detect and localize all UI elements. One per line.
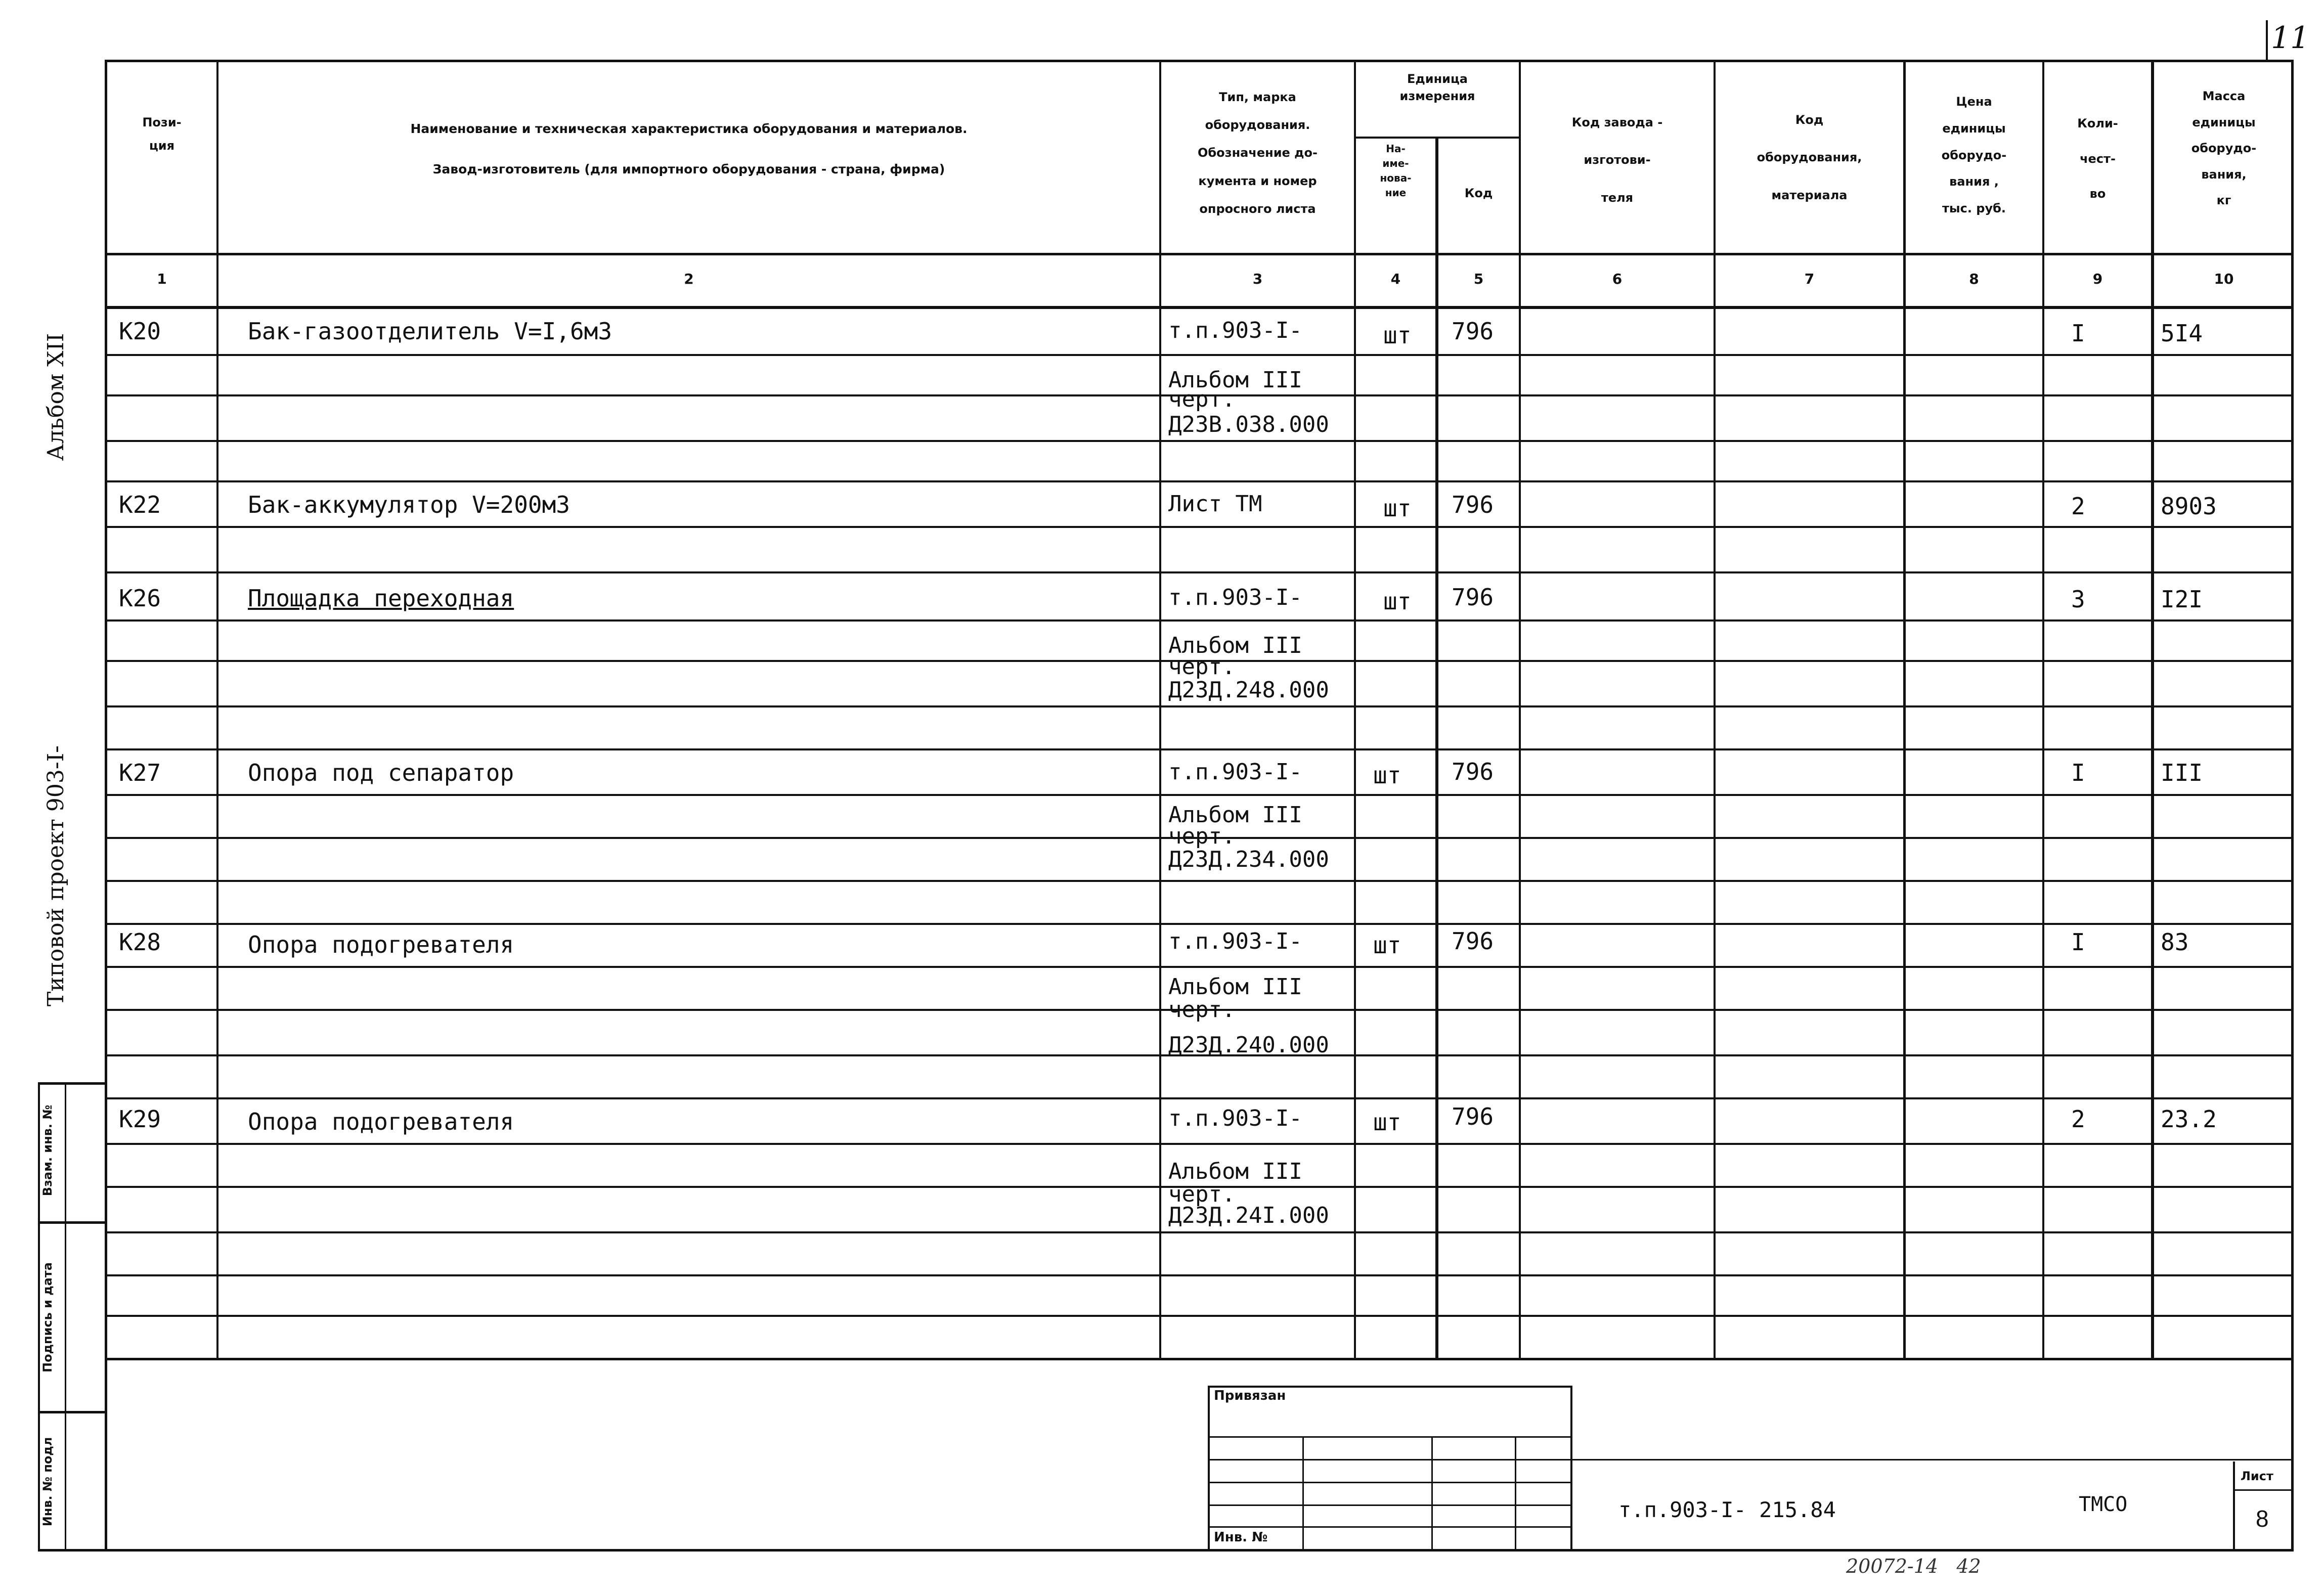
row-code: 796 bbox=[1452, 318, 1494, 345]
row-doc: т.п.903-I- bbox=[1168, 928, 1302, 954]
row-position: К29 bbox=[119, 1105, 161, 1133]
stamp-box bbox=[1208, 1386, 1572, 1388]
header-price: Цена единицы оборудо- вания , тыс. руб. bbox=[1941, 95, 2007, 216]
stamp-right-line bbox=[1570, 1459, 2294, 1460]
row-mass: III bbox=[2161, 759, 2203, 786]
row-doc: т.п.903-I- bbox=[1168, 1105, 1302, 1131]
sidebox-line bbox=[38, 1082, 40, 1552]
stamp-row bbox=[1208, 1504, 1572, 1506]
row-position: К28 bbox=[119, 928, 161, 956]
frame-bottom bbox=[38, 1549, 2294, 1552]
colnum: 8 bbox=[1969, 271, 1979, 287]
row-unit: шт bbox=[1383, 322, 1412, 349]
row-unit: шт bbox=[1373, 1109, 1401, 1136]
row-doc: Альбом III bbox=[1168, 1159, 1302, 1184]
colnum: 3 bbox=[1252, 271, 1263, 287]
stamp-designation: т.п.903-I- 215.84 bbox=[1618, 1497, 1836, 1522]
col-line bbox=[1435, 137, 1438, 1359]
row-line bbox=[105, 966, 2294, 968]
row-unit: шт bbox=[1373, 932, 1401, 959]
bottom-note: 20072-14 42 bbox=[1846, 1555, 1981, 1577]
side-box-label: Подпись и дата bbox=[40, 1262, 55, 1372]
row-qty: 2 bbox=[2071, 493, 2085, 520]
header-unit: Единица измерения bbox=[1399, 72, 1475, 103]
stamp-col bbox=[1515, 1436, 1516, 1552]
stamp-org: ТМСО bbox=[2079, 1493, 2128, 1516]
row-code: 796 bbox=[1452, 584, 1494, 611]
row-line bbox=[105, 1315, 2294, 1317]
row-name: Опора подогревателя bbox=[248, 931, 514, 958]
header-mass: Масса единицы оборудо- вания, кг bbox=[2191, 89, 2257, 208]
row-line bbox=[105, 526, 2294, 528]
row-name: Бак-газоотделитель V=I,6м3 bbox=[248, 318, 612, 345]
stamp-row bbox=[1208, 1436, 1572, 1438]
row-name: Площадка переходная bbox=[248, 585, 514, 612]
row-code: 796 bbox=[1452, 1103, 1494, 1130]
row-unit: шт bbox=[1373, 762, 1401, 789]
colnum-bottom bbox=[105, 306, 2294, 309]
row-doc: черт. bbox=[1168, 654, 1236, 680]
row-qty: 2 bbox=[2071, 1105, 2085, 1133]
stamp-bound-label: Привязан bbox=[1214, 1388, 1286, 1403]
header-equipment-code: Код оборудования, материала bbox=[1757, 113, 1862, 202]
row-doc: черт. bbox=[1168, 1181, 1236, 1207]
colnum: 5 bbox=[1473, 271, 1484, 287]
row-name: Бак-аккумулятор V=200м3 bbox=[248, 491, 570, 518]
header-subline bbox=[1354, 137, 1521, 139]
header-factory-code: Код завода - изготови- теля bbox=[1571, 115, 1663, 205]
frame-top bbox=[105, 60, 2294, 62]
sheet-box bbox=[2233, 1489, 2294, 1491]
header-unit-code: Код bbox=[1464, 186, 1493, 200]
row-mass: 83 bbox=[2161, 928, 2189, 956]
row-line bbox=[105, 705, 2294, 707]
row-line bbox=[105, 794, 2294, 796]
side-album-label: Альбом XII bbox=[43, 333, 69, 461]
row-mass: 8903 bbox=[2161, 493, 2217, 520]
row-doc: Д23Д.234.000 bbox=[1168, 847, 1329, 872]
table-bottom bbox=[105, 1358, 2294, 1360]
row-doc: т.п.903-I- bbox=[1168, 759, 1302, 785]
header-quantity: Коли- чест- во bbox=[2077, 116, 2118, 201]
row-doc: Д23Д.240.000 bbox=[1168, 1032, 1329, 1058]
stamp-col bbox=[1431, 1436, 1433, 1552]
stamp-inv-label: Инв. № bbox=[1214, 1530, 1268, 1545]
row-doc: Лист ТМ bbox=[1168, 491, 1262, 517]
row-doc: черт. bbox=[1168, 386, 1236, 412]
row-name: Опора под сепаратор bbox=[248, 759, 514, 786]
row-mass: 5I4 bbox=[2161, 320, 2203, 347]
page-corner-number: 11 bbox=[2271, 20, 2310, 56]
row-line bbox=[105, 619, 2294, 622]
row-doc: Альбом III bbox=[1168, 802, 1302, 828]
row-line bbox=[105, 923, 2294, 925]
row-line bbox=[105, 1143, 2294, 1145]
sidebox-line bbox=[38, 1411, 107, 1413]
header-type: Тип, марка оборудования. Обозначение до- кумента и номер опросного листа bbox=[1198, 90, 1318, 216]
row-line bbox=[105, 354, 2294, 356]
row-doc: Д23В.038.000 bbox=[1168, 412, 1329, 437]
sheet-box bbox=[2233, 1461, 2235, 1552]
stamp-row bbox=[1208, 1482, 1572, 1483]
row-name: Опора подогревателя bbox=[248, 1108, 514, 1135]
side-project-label: Типовой проект 903-I- bbox=[43, 745, 69, 1006]
row-line bbox=[105, 1231, 2294, 1233]
row-position: К27 bbox=[119, 759, 161, 786]
row-mass: 23.2 bbox=[2161, 1105, 2217, 1133]
colnum: 2 bbox=[684, 271, 694, 287]
row-doc: Альбом III bbox=[1168, 633, 1302, 658]
stamp-row bbox=[1208, 1526, 1572, 1528]
row-line bbox=[105, 440, 2294, 442]
row-code: 796 bbox=[1452, 758, 1494, 785]
colnum: 1 bbox=[157, 271, 167, 287]
row-doc: Д23Д.24I.000 bbox=[1168, 1203, 1329, 1228]
row-doc: Д23Д.248.000 bbox=[1168, 677, 1329, 703]
corner-mark bbox=[2266, 20, 2268, 61]
colnum: 4 bbox=[1390, 271, 1401, 287]
stamp-row bbox=[1208, 1459, 1572, 1460]
row-line bbox=[105, 1274, 2294, 1276]
row-code: 796 bbox=[1452, 927, 1494, 955]
row-qty: I bbox=[2071, 759, 2085, 786]
row-line bbox=[105, 571, 2294, 573]
row-mass: I2I bbox=[2161, 586, 2203, 613]
header-unit-name: На- име- нова- ние bbox=[1380, 143, 1412, 199]
header-position: Пози- ция bbox=[142, 115, 182, 153]
row-code: 796 bbox=[1452, 491, 1494, 518]
row-doc: Альбом III bbox=[1168, 974, 1302, 1000]
row-qty: 3 bbox=[2071, 586, 2085, 613]
colnum: 9 bbox=[2092, 271, 2103, 287]
row-unit: шт bbox=[1383, 588, 1412, 615]
sheet-label: Лист bbox=[2241, 1469, 2273, 1483]
row-unit: шт bbox=[1383, 495, 1412, 522]
row-line bbox=[105, 1097, 2294, 1099]
stamp-col bbox=[1302, 1436, 1304, 1552]
row-line bbox=[105, 880, 2294, 882]
colnum: 10 bbox=[2214, 271, 2234, 287]
side-box-label: Инв. № подл bbox=[40, 1437, 55, 1527]
row-doc: т.п.903-I- bbox=[1168, 585, 1302, 610]
colnum: 6 bbox=[1612, 271, 1623, 287]
row-doc: черт. bbox=[1168, 823, 1236, 849]
row-qty: I bbox=[2071, 320, 2085, 347]
header-bottom bbox=[105, 253, 2294, 255]
row-line bbox=[105, 748, 2294, 750]
sheet-number: 8 bbox=[2256, 1505, 2269, 1532]
row-position: К20 bbox=[119, 318, 161, 345]
side-box-label: Взам. инв. № bbox=[40, 1104, 55, 1197]
row-qty: I bbox=[2071, 928, 2085, 956]
row-line bbox=[105, 480, 2294, 482]
colnum: 7 bbox=[1804, 271, 1815, 287]
row-position: К22 bbox=[119, 491, 161, 518]
header-name: Наименование и техническая характеристика оборудования и материалов. Завод-изготовитель (для импортного оборудования - страна, фирма) bbox=[410, 121, 968, 176]
row-doc: Альбом III bbox=[1168, 367, 1302, 393]
row-position: К26 bbox=[119, 585, 161, 612]
row-doc: черт. bbox=[1168, 997, 1236, 1023]
row-doc: т.п.903-I- bbox=[1168, 318, 1302, 343]
sidebox-divider bbox=[65, 1082, 66, 1552]
